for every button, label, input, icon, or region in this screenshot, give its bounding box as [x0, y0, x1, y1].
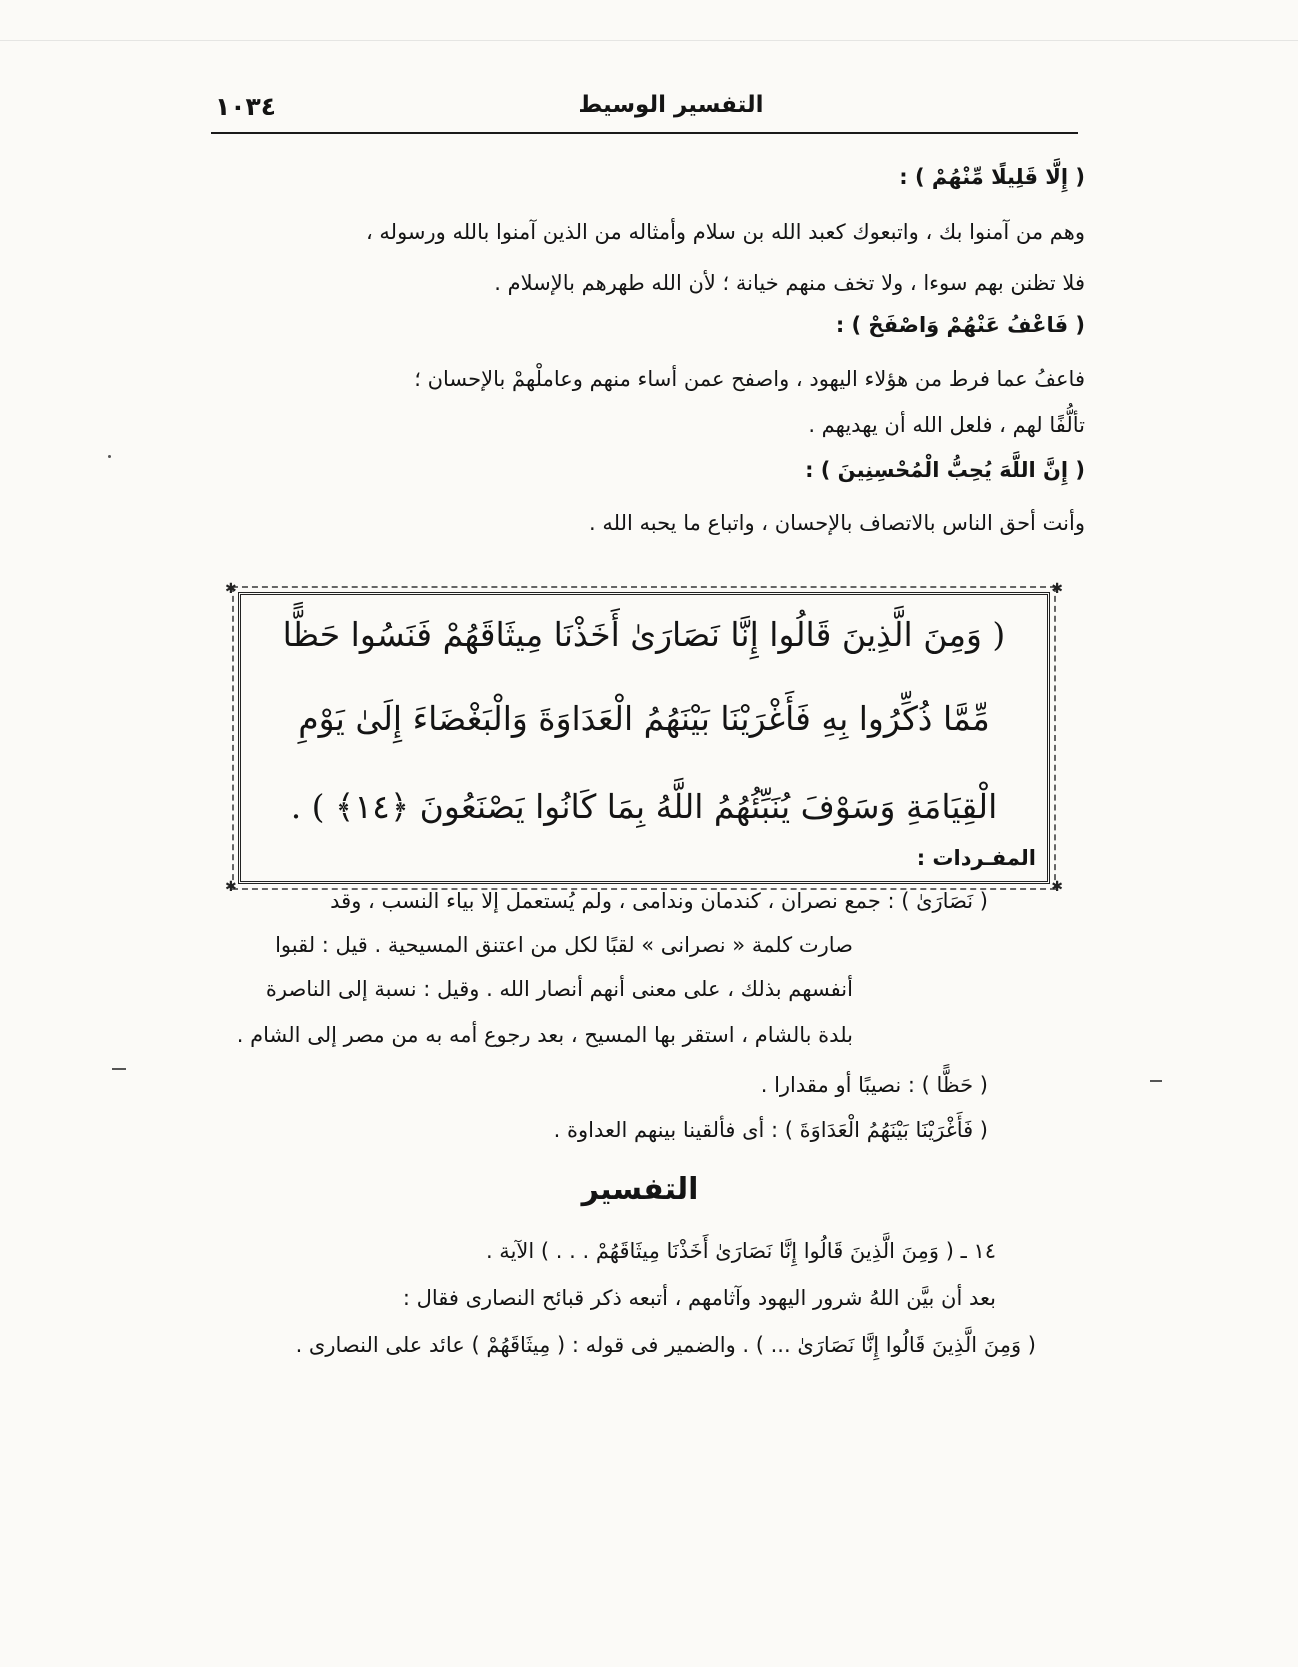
scan-speck — [108, 455, 111, 458]
vocab-line: ( فَأَغْرَيْنَا بَيْنَهُمُ الْعَدَاوَةَ ) : أى فألقينا بينهم العداوة . — [553, 1118, 988, 1142]
body-line: وهم من آمنوا بك ، واتبعوك كعبد الله بن سلام وأمثاله من الذين آمنوا بالله ورسوله ، — [365, 220, 1085, 244]
page-header — [211, 92, 1078, 130]
quote-line: ( إِنَّ اللَّهَ يُحِبُّ الْمُحْسِنِينَ ) : — [805, 458, 1085, 482]
body-line: وأنت أحق الناس بالاتصاف بالإحسان ، واتباع ما يحبه الله . — [589, 511, 1085, 535]
tafsir-line: بعد أن بيَّن اللهُ شرور اليهود وآثامهم ، أتبعه ذكر قبائح النصارى فقال : — [402, 1286, 996, 1310]
verse-line: الْقِيَامَةِ وَسَوْفَ يُنَبِّئُهُمُ اللَّهُ بِمَا كَانُوا يَصْنَعُونَ ﴿١٤﴾ ) . — [290, 787, 998, 826]
corner-star-icon: ✱ — [1051, 879, 1063, 895]
vocab-line: ( نَصَارَىٰ ) : جمع نصران ، كندمان وندامى ، ولم يُستعمل إلا بياء النسب ، وقد — [330, 889, 988, 913]
vocab-line: بلدة بالشام ، استقر بها المسيح ، بعد رجوع أمه به من مصر إلى الشام . — [236, 1023, 853, 1047]
running-title: التفسير الوسيط — [578, 92, 764, 118]
page-number: ١٠٣٤ — [215, 92, 277, 121]
vocab-line: أنفسهم بذلك ، على معنى أنهم أنصار الله . وقيل : نسبة إلى الناصرة — [265, 977, 853, 1001]
corner-star-icon: ✱ — [225, 879, 237, 895]
body-line: تألُّفًا لهم ، فلعل الله أن يهديهم . — [808, 413, 1085, 437]
verse-line: مِّمَّا ذُكِّرُوا بِهِ فَأَغْرَيْنَا بَيْنَهُمُ الْعَدَاوَةَ وَالْبَغْضَاءَ إِلَىٰ يَوْمِ — [298, 699, 990, 738]
verse-line: ( وَمِنَ الَّذِينَ قَالُوا إِنَّا نَصَارَىٰ أَخَذْنَا مِيثَاقَهُمْ فَنَسُوا حَظًّا — [282, 615, 1006, 654]
tafsir-heading: التفسير — [581, 1172, 699, 1207]
vocab-line: ( حَظًّا ) : نصيبًا أو مقدارا . — [760, 1073, 988, 1097]
verse-frame — [225, 581, 1063, 895]
body-line: فاعفُ عما فرط من هؤلاء اليهود ، واصفح عمن أساء منهم وعاملْهمْ بالإحسان ؛ — [414, 367, 1085, 391]
quote-line: ( فَاعْفُ عَنْهُمْ وَاصْفَحْ ) : — [835, 313, 1085, 337]
body-line: فلا تظنن بهم سوءا ، ولا تخف منهم خيانة ؛ لأن الله طهرهم بالإسلام . — [494, 271, 1085, 295]
quote-line: ( إِلَّا قَلِيلًا مِّنْهُمْ ) : — [899, 165, 1085, 189]
scan-speck — [112, 1068, 126, 1070]
scan-speck — [1150, 1080, 1162, 1082]
vocab-heading: المفـردات : — [916, 846, 1036, 870]
tafsir-line: ١٤ ـ ( وَمِنَ الَّذِينَ قَالُوا إِنَّا نَصَارَىٰ أَخَذْنَا مِيثَاقَهُمْ . . . ) الآية . — [485, 1239, 996, 1263]
tafsir-line: ( وَمِنَ الَّذِينَ قَالُوا إِنَّا نَصَارَىٰ ... ) . والضمير فى قوله : ( مِيثَاقَهُمْ ) عائد على النصارى . — [295, 1333, 1036, 1357]
header-rule — [211, 132, 1078, 134]
corner-star-icon: ✱ — [225, 581, 237, 597]
corner-star-icon: ✱ — [1051, 581, 1063, 597]
scan-edge-line — [0, 40, 1298, 41]
vocab-line: صارت كلمة « نصرانى » لقبًا لكل من اعتنق المسيحية . قيل : لقبوا — [275, 933, 853, 957]
